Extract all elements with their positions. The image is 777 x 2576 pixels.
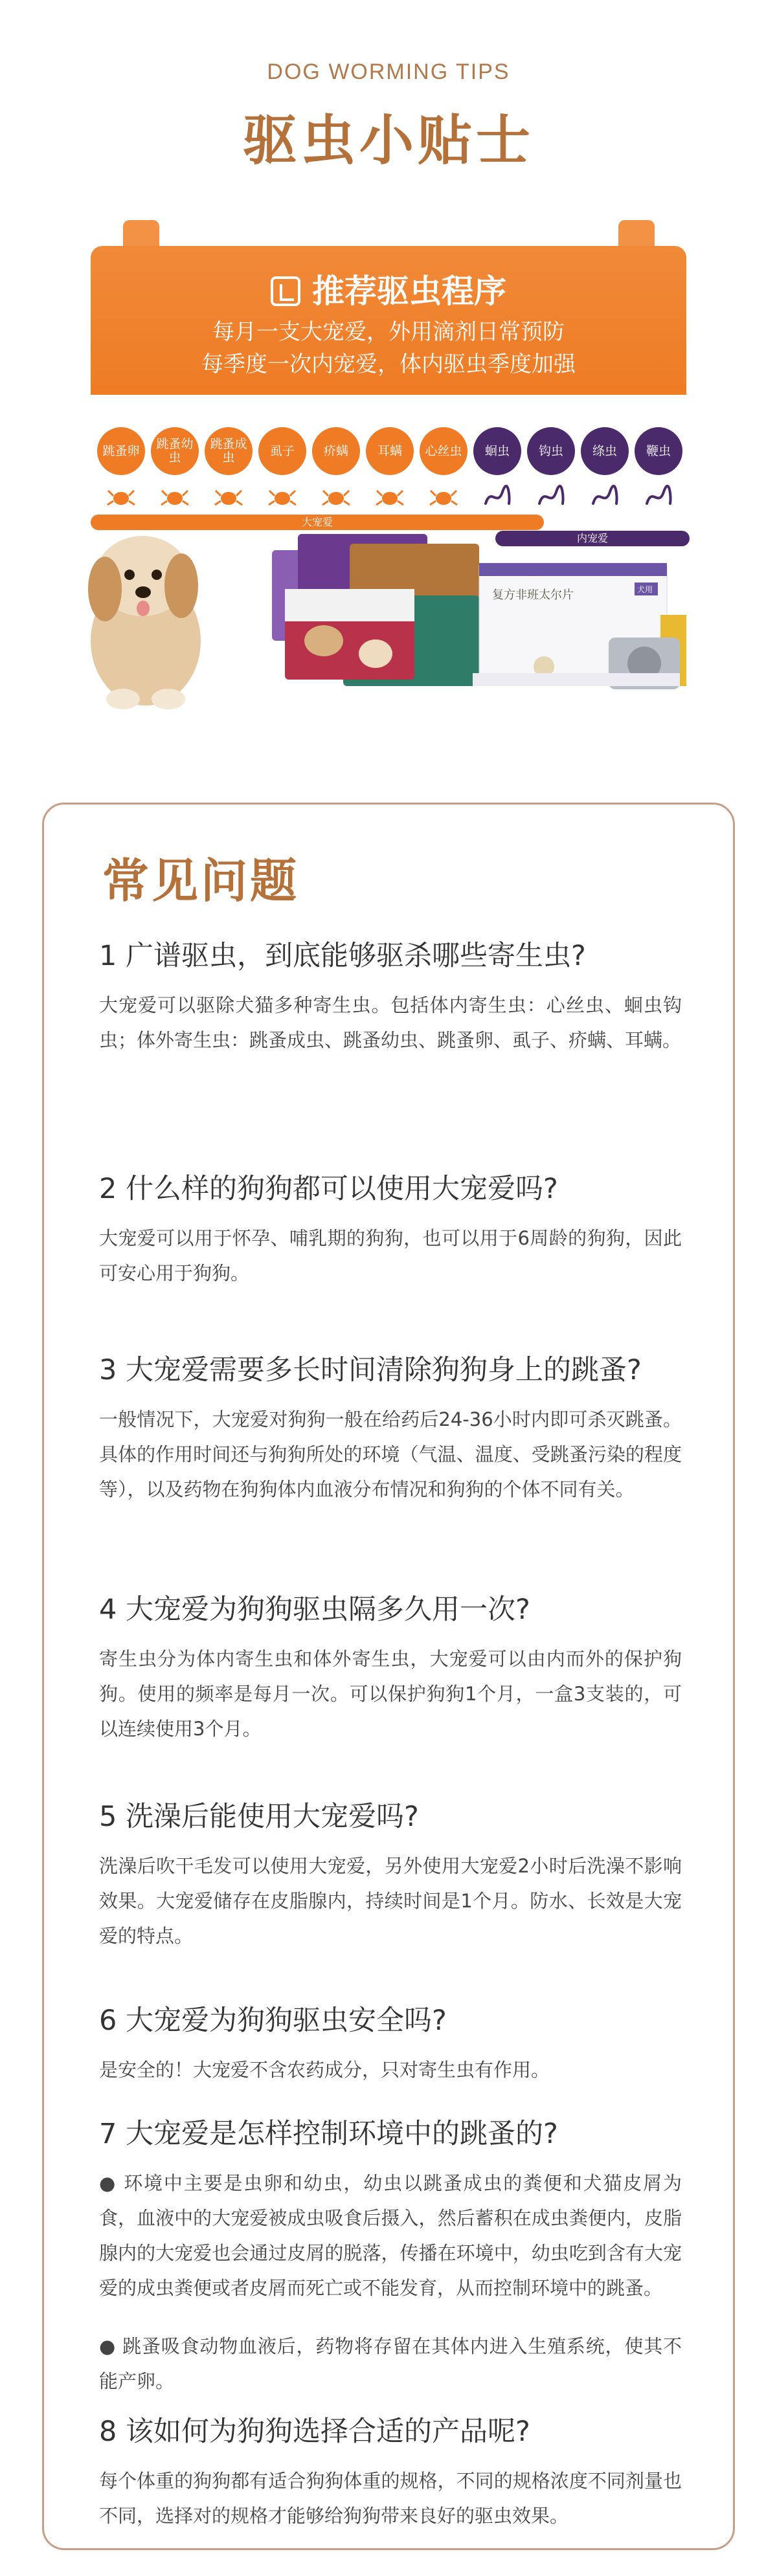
page-header	[0, 0, 777, 214]
product-box-text: 复方非班太尔片	[492, 588, 574, 602]
faq-answer	[99, 2052, 682, 2087]
parasite-label: 跳蚤成虫	[205, 427, 253, 475]
parasite-item	[420, 427, 467, 513]
faq-question: 6 大宠爱为狗狗驱虫安全吗?	[99, 2004, 447, 2037]
faq-item	[99, 2112, 682, 2399]
faq-answer-paragraph: 大宠爱可以用于怀孕、哺乳期的狗狗，也可以用于6周龄的狗狗，因此可安心用于狗狗。	[99, 1227, 682, 1284]
product-illustration	[78, 518, 712, 712]
faq-section	[42, 803, 735, 2550]
parasite-icon	[213, 484, 244, 510]
faq-title: 常见问题	[102, 854, 300, 908]
faq-item	[99, 2410, 682, 2533]
parasite-item	[258, 427, 306, 513]
faq-answer-paragraph: ● 跳蚤吸食动物血液后，药物将存留在其体内进入生殖系统，使其不能产卵。	[99, 2335, 682, 2392]
parasite-icon	[428, 484, 459, 510]
faq-item	[99, 1795, 682, 1953]
drontal-product	[473, 563, 686, 689]
parasite-item	[205, 427, 253, 513]
faq-answer	[99, 988, 682, 1058]
parasite-item	[366, 427, 414, 513]
parasite-item	[312, 427, 360, 513]
parasite-item	[527, 427, 575, 513]
parasite-item	[97, 427, 145, 513]
parasite-icon	[482, 484, 513, 510]
faq-answer-paragraph: 洗澡后吹干毛发可以使用大宠爱，另外使用大宠爱2小时后洗澡不影响效果。大宠爱储存在皮脂腺内，持续时间是1个月。防水、长效是大宠爱的特点。	[99, 1855, 682, 1947]
faq-answer	[99, 2166, 682, 2399]
faq-question: 8 该如何为狗狗选择合适的产品呢?	[99, 2415, 530, 2448]
parasite-label: 钩虫	[527, 427, 575, 475]
header-subtitle-en: DOG WORMING TIPS	[267, 60, 510, 84]
faq-question: 2 什么样的狗狗都可以使用大宠爱吗?	[99, 1173, 558, 1205]
faq-answer-paragraph: 是安全的！大宠爱不含农药成分，只对寄生虫有作用。	[99, 2059, 550, 2081]
faq-question: 7 大宠爱是怎样控制环境中的跳蚤的?	[99, 2118, 558, 2150]
clipboard-icon	[271, 276, 300, 306]
parasite-item	[581, 427, 629, 513]
faq-item	[99, 1167, 682, 1291]
parasite-label: 疥螨	[312, 427, 360, 475]
parasite-label: 蛔虫	[473, 427, 521, 475]
banner-title: 推荐驱虫程序	[312, 272, 506, 310]
parasite-icon	[321, 484, 352, 510]
worming-program-banner	[91, 246, 686, 395]
faq-answer-paragraph: 每个体重的狗狗都有适合狗狗体重的规格，不同的规格浓度不同剂量也不同，选择对的规格才能够给狗狗带来良好的驱虫效果。	[99, 2470, 682, 2527]
dog-image	[88, 536, 201, 709]
external-coverage-bar: 大宠爱	[91, 515, 544, 530]
faq-answer	[99, 1402, 682, 1507]
parasite-icon	[589, 484, 620, 510]
parasite-label: 跳蚤幼虫	[151, 427, 199, 475]
parasite-item	[635, 427, 682, 513]
faq-answer	[99, 1849, 682, 1953]
product-box-tag: 犬用	[637, 585, 653, 594]
faq-answer-paragraph: 一般情况下，大宠爱对狗狗一般在给药后24-36小时内即可杀灭跳蚤。具体的作用时间还与狗狗所处的环境（气温、温度、受跳蚤污染的程度等），以及药物在狗狗体内血液分布情况和狗狗的个体不同有关。	[99, 1408, 682, 1500]
faq-item	[99, 1999, 682, 2087]
parasite-icon	[267, 484, 298, 510]
faq-question: 4 大宠爱为狗狗驱虫隔多久用一次?	[99, 1593, 530, 1626]
faq-answer-paragraph: 大宠爱可以驱除犬猫多种寄生虫。包括体内寄生虫：心丝虫、蛔虫钩虫；体外寄生虫：跳蚤成虫、跳蚤幼虫、跳蚤卵、虱子、疥螨、耳螨。	[99, 994, 682, 1051]
parasite-icon	[535, 484, 567, 510]
internal-coverage-bar: 内宠爱	[495, 531, 690, 546]
frontline-product-boxes	[272, 534, 479, 686]
faq-answer	[99, 2463, 682, 2533]
banner-line-quarterly: 每季度一次内宠爱，体内驱虫季度加强	[201, 351, 576, 377]
parasite-label: 耳螨	[366, 427, 414, 475]
parasite-label: 鞭虫	[635, 427, 682, 475]
faq-item	[99, 1348, 682, 1507]
faq-answer-paragraph: 寄生虫分为体内寄生虫和体外寄生虫，大宠爱可以由内而外的保护狗狗。使用的频率是每月一次。可以保护狗狗1个月，一盒3支装的，可以连续使用3个月。	[99, 1648, 682, 1740]
faq-answer	[99, 1641, 682, 1746]
faq-answer	[99, 1221, 682, 1291]
parasite-label: 虱子	[258, 427, 306, 475]
faq-answer-paragraph: ● 环境中主要是虫卵和幼虫，幼虫以跳蚤成虫的粪便和犬猫皮屑为食，血液中的大宠爱被成虫吸食后摄入，然后蓄积在成虫粪便内，皮脂腺内的大宠爱也会通过皮屑的脱落，传播在环境中，幼虫吃到含有大宠爱的成虫粪便或者皮屑而死亡或不能发育，从而控制环境中的跳蚤。	[99, 2172, 682, 2299]
faq-question: 5 洗澡后能使用大宠爱吗?	[99, 1801, 419, 1833]
faq-item	[99, 1588, 682, 1746]
faq-item	[99, 934, 682, 1058]
parasite-label: 心丝虫	[420, 427, 467, 475]
parasite-icon	[106, 484, 137, 510]
parasite-item	[473, 427, 521, 513]
faq-question: 3 大宠爱需要多长时间清除狗狗身上的跳蚤?	[99, 1354, 642, 1386]
parasite-icon	[159, 484, 190, 510]
product-showcase	[78, 518, 712, 712]
banner-line-monthly: 每月一支大宠爱，外用滴剂日常预防	[212, 319, 565, 345]
faq-question: 1 广谱驱虫，到底能够驱杀哪些寄生虫?	[99, 940, 586, 972]
parasite-icon	[374, 484, 405, 510]
parasite-label: 绦虫	[581, 427, 629, 475]
parasite-icon	[643, 484, 674, 510]
page-title: 驱虫小贴士	[242, 109, 534, 172]
parasite-item	[151, 427, 199, 513]
parasite-label: 跳蚤卵	[97, 427, 145, 475]
